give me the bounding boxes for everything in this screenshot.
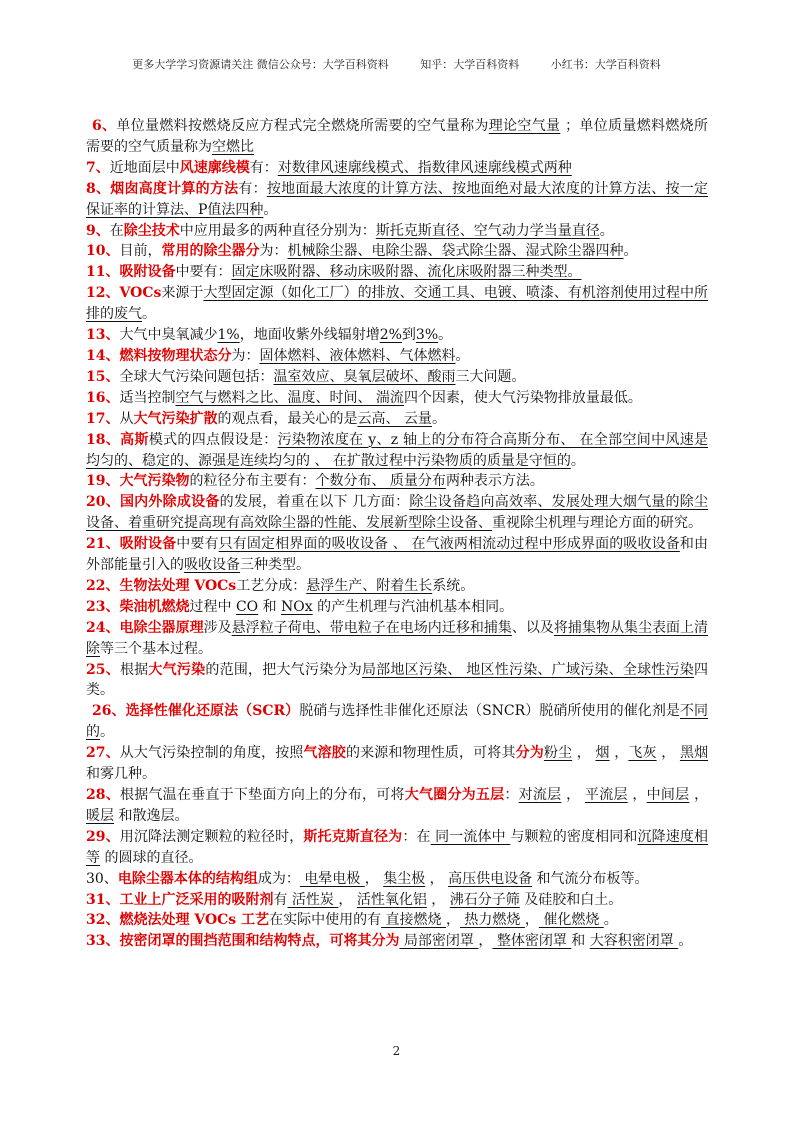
answer-blank: 污染物浓度在 y、z 轴上的分布符合高斯分布、 在全部空间中风速是均匀的、稳定的、源强是连续均匀的 、 在扩散过程中污染物质的质量是守恒的 xyxy=(86,431,709,469)
item-11: 11、吸附设备中要有：固定床吸附器、移动床吸附器、流化床吸附器三种类型。 xyxy=(86,264,582,281)
answer-blank: 对流层 xyxy=(518,787,562,803)
item-number: 30、 xyxy=(86,870,118,887)
answer-blank: 局部密闭罩 xyxy=(399,933,479,950)
answer-blank: 粉尘 xyxy=(543,745,573,762)
answer-blank: 沉降速度相等 xyxy=(86,828,709,866)
item-number: 7、 xyxy=(86,159,110,176)
key-term: 国内外除成设备 xyxy=(119,494,220,511)
item-26: 26、选择性催化还原法（SCR）脱硝与选择性非催化还原法（SNCR）脱硝所使用的催化剂是不同的。 xyxy=(86,703,709,741)
answer-blank: 活性炭 xyxy=(287,891,339,908)
answer-blank: 热力燃烧 xyxy=(459,912,525,929)
item-number: 31、 xyxy=(86,891,120,908)
answer-blank: 沸石分子筛 xyxy=(449,891,520,908)
answer-blank: CO xyxy=(235,598,259,615)
item-number: 11、 xyxy=(86,264,120,281)
item-24: 24、电除尘器原理涉及悬浮粒子荷电、带电粒子在电场内迁移和捕集、以及将捕集物从集尘表面上清除等三个基本过程。 xyxy=(86,619,709,657)
answer-blank: 悬浮粒子荷电、带电粒子在电场内迁移和捕集 xyxy=(231,619,512,636)
item-number: 14、 xyxy=(86,347,120,364)
item-31: 31、工业上广泛采用的吸附剂有 活性炭 ， 活性氧化铝 ， 沸石分子筛 及硅胶和白土。 xyxy=(86,891,623,908)
answer-blank: 不同的 xyxy=(86,703,709,741)
answer-blank: 整体密闭罩 xyxy=(492,933,572,950)
item-28: 28、根据气温在垂直于下垫面方向上的分布，可将大气圈分为五层：对流层 ， 平流层 ，中间层 ， 暖层 和散逸层。 xyxy=(86,787,709,824)
item-27: 27、从大气污染控制的角度，按照气溶胶的来源和物理性质，可将其分为粉尘 ， 烟 ，飞灰 ， 黑烟 和雾几种。 xyxy=(86,745,709,783)
answer-blank: 集尘极 xyxy=(383,870,426,887)
answer-blank: 除尘设备趋向高效率、发展处理大烟气量的除尘设备、着重研究提高现有高效除尘器的性能、发展新型除尘设备、 xyxy=(86,494,709,532)
item-12: 12、VOCs来源于大型固定源（如化工厂）的排放、交通工具、电镀、喷漆、有机溶剂使用过程中所排的废气。 xyxy=(86,285,709,323)
answer-blank: 云高、 云量 xyxy=(357,410,432,427)
item-8: 8、烟囱高度计算的方法有：按地面最大浓度的计算方法、按地面绝对最大浓度的计算方法、按一定保证率的计算法、P值法四种。 xyxy=(86,180,709,218)
item-15: 15、全球大气污染问题包括：温室效应、臭氧层破坏、酸雨三大问题。 xyxy=(86,368,526,385)
key-term: 燃料按物理状态分 xyxy=(119,347,232,364)
answer-blank: 大型固定源（如化工厂）的排放、交通工具、电镀、喷漆、有机溶剂使用过程中所排的废气 xyxy=(86,285,709,323)
item-10: 10、目前，常用的除尘器分为：机械除尘器、电除尘器、袋式除尘器、湿式除尘器四种。 xyxy=(86,243,638,260)
key-term: 工业上广泛采用的吸附剂 xyxy=(119,891,274,908)
answer-blank: 电晕电极 xyxy=(299,870,365,887)
item-9: 9、在除尘技术中应用最多的两种直径分别为：斯托克斯直径、空气动力学当量直径。 xyxy=(86,222,614,239)
item-number: 16、 xyxy=(86,389,120,406)
key-term: 电除尘器原理 xyxy=(119,619,204,636)
item-number: 23、 xyxy=(86,598,120,615)
item-number: 17、 xyxy=(86,410,120,427)
answer-blank: 平流层 xyxy=(585,787,628,803)
header-wechat-text: 更多大学学习资源请关注 微信公众号：大学百科资料 xyxy=(132,58,389,71)
answer-blank: 飞灰 xyxy=(628,745,657,762)
answer-blank: 机械除尘器、电除尘器、袋式除尘器、湿式除尘器四种 xyxy=(287,243,624,260)
item-number: 8、 xyxy=(86,180,111,197)
page-header xyxy=(0,56,793,72)
item-16: 16、适当控制空气与燃料之比、温度、时间、 湍流四个因素，使大气污染物排放量最低。 xyxy=(86,389,642,406)
answer-blank: 1% xyxy=(217,327,240,344)
answer-blank: 空气与燃料之比、温度、时间、 湍流 xyxy=(175,389,404,406)
item-23: 23、柴油机燃烧过程中 CO 和 NOx 的产生机理与汽油机基本相同。 xyxy=(86,598,514,615)
key-term: 大气污染扩散 xyxy=(133,410,218,427)
item-17: 17、从大气污染扩散的观点看，最关心的是云高、 云量。 xyxy=(86,410,446,427)
item-25: 25、根据大气污染的范围，把大气污染分为局部地区污染、 地区性污染、广域污染、全球性污染四类。 xyxy=(86,661,709,699)
answer-blank: 固体燃料、液体燃料、气体燃料 xyxy=(259,347,456,364)
key-term: 生物法处理 VOCs xyxy=(119,577,237,594)
answer-blank: 中间层 xyxy=(646,787,690,803)
item-number: 25、 xyxy=(86,661,120,678)
item-number: 29、 xyxy=(86,828,120,845)
key-term: 选择性催化还原法（SCR） xyxy=(125,703,300,720)
key-term: 分为 xyxy=(515,745,544,762)
key-term: VOCs xyxy=(119,285,162,302)
answer-blank: 直接燃烧 xyxy=(381,912,446,929)
key-term: 气溶胶 xyxy=(303,745,346,762)
answer-blank: 斯托克斯直径、空气动力学当量直径 xyxy=(375,222,600,239)
answer-blank: 固定床吸附器、移动床吸附器、流化床吸附器三种类型。 xyxy=(231,264,582,281)
answer-blank: 理论空气量 xyxy=(488,118,561,134)
item-number: 21、 xyxy=(86,536,120,553)
answer-blank: 只有固定相界面的吸收设备 、 在气液两相流动过程中形成界面的吸收设备 xyxy=(218,536,680,553)
key-term: 常用的除尘器分 xyxy=(161,243,260,260)
key-term: 电除尘器本体的结构组 xyxy=(117,870,258,887)
item-18: 18、高斯模式的四点假设是：污染物浓度在 y、z 轴上的分布符合高斯分布、 在全部空间中风速是均匀的、稳定的、源强是连续均匀的 、 在扩散过程中污染物质的质量是守恒的。 xyxy=(86,431,709,469)
answer-blank: 吸收设备 xyxy=(184,557,240,574)
key-term: 高斯 xyxy=(120,431,149,448)
key-term: 大气污染 xyxy=(148,661,206,678)
key-term: 按密闭罩的围挡范围和结构特点，可将其分为 xyxy=(119,933,400,950)
header-xiaohongshu-text: 小红书：大学百科资料 xyxy=(550,58,661,71)
item-number: 13、 xyxy=(86,327,120,344)
item-13: 13、大气中臭氧减少1%，地面收紫外线辐射增2%到3%。 xyxy=(86,327,453,344)
item-number: 27、 xyxy=(86,745,120,762)
key-term: 大气污染物 xyxy=(119,473,190,490)
item-number: 15、 xyxy=(86,368,120,385)
key-term: 大气圈分为五层 xyxy=(404,787,505,803)
answer-blank: 大容积密闭罩 xyxy=(589,933,679,950)
item-number: 19、 xyxy=(86,473,120,490)
answer-blank: 温室效应、臭氧层破坏、酸雨 xyxy=(273,368,456,385)
item-32: 32、燃烧法处理 VOCs 工艺在实际中使用的有 直接燃烧 ， 热力燃烧 ， 催化燃烧 。 xyxy=(86,912,618,929)
item-33: 33、按密闭罩的围挡范围和结构特点，可将其分为 局部密闭罩 ， 整体密闭罩 和 大容积密闭罩 。 xyxy=(86,933,693,950)
key-term: 燃烧法处理 VOCs 工艺 xyxy=(119,912,270,929)
answer-blank: 暖层 xyxy=(86,807,114,824)
answer-blank: 同一流体中 xyxy=(430,828,511,845)
item-number: 32、 xyxy=(86,912,120,929)
answer-blank: 2% xyxy=(379,327,402,344)
item-number: 22、 xyxy=(86,577,120,594)
answer-blank: 空燃比 xyxy=(212,138,254,155)
item-number: 18、 xyxy=(86,431,121,448)
question-list xyxy=(86,116,708,952)
item-number: 9、 xyxy=(86,222,110,239)
item-number: 26、 xyxy=(92,703,126,720)
answer-blank: 黑烟 xyxy=(679,745,709,762)
answer-blank: 催化燃烧 xyxy=(538,912,604,929)
item-29: 29、用沉降法测定颗粒的粒径时，斯托克斯直径为：在 同一流体中 与颗粒的密度相同和沉降速度相等 的圆球的直径。 xyxy=(86,828,709,866)
key-term: 除尘技术 xyxy=(123,222,180,239)
key-term: 烟囱高度计算的方法 xyxy=(110,180,239,197)
item-7: 7、近地面层中风速廓线模有：对数律风速廓线模式、指数律风速廓线模式两种 xyxy=(86,159,572,176)
answer-blank: 局部地区污染、 地区性污染、广域污染、全球性污染 xyxy=(361,661,695,678)
item-20: 20、国内外除成设备的发展，着重在以下 几方面：除尘设备趋向高效率、发展处理大烟气量的除尘设备、着重研究提高现有高效除尘器的性能、发展新型除尘设备、重视除尘机理与理论方面的研究。 xyxy=(86,494,709,532)
answer-blank: 对数律风速廓线模式、指数律风速廓线模式两种 xyxy=(277,159,572,176)
answer-blank: 高压供电设备 xyxy=(448,870,533,887)
key-term: 风速廓线模 xyxy=(179,159,250,176)
item-number: 6、 xyxy=(92,118,117,134)
item-number: 12、 xyxy=(86,285,120,302)
item-22: 22、生物法处理 VOCs工艺分成：悬浮生产、附着生长系统。 xyxy=(86,577,475,594)
header-zhihu-text: 知乎：大学百科资料 xyxy=(420,58,520,71)
item-number: 10、 xyxy=(86,243,120,260)
item-21: 21、吸附设备中要有只有固定相界面的吸收设备 、 在气液两相流动过程中形成界面的吸收设备和由外部能量引入的吸收设备三种类型。 xyxy=(86,536,709,574)
key-term: 吸附设备 xyxy=(119,264,176,281)
answer-blank: 按地面最大浓度的计算方法、按地面绝对最大浓度的计算方法、按一定保证率的计算法、P值法四种 xyxy=(86,180,709,218)
item-6: 6、单位量燃料按燃烧反应方程式完全燃烧所需要的空气量称为理论空气量 ；单位质量燃料燃烧所需要的空气质量称为空燃比 xyxy=(86,118,709,155)
item-number: 20、 xyxy=(86,494,120,511)
answer-blank: 烟 xyxy=(595,745,610,762)
item-30: 30、电除尘器本体的结构组成为： 电晕电极 ， 集尘极 ， 高压供电设备 和气流分布板等。 xyxy=(86,870,649,887)
answer-blank: 个数分布、 质量分布 xyxy=(315,473,446,490)
answer-blank: 活性氧化铝 xyxy=(356,891,427,908)
key-term: 斯托克斯直径为 xyxy=(303,828,403,845)
item-19: 19、大气污染物的粒径分布主要有：个数分布、 质量分布两种表示方法。 xyxy=(86,473,544,490)
key-term: 柴油机燃烧 xyxy=(119,598,190,615)
key-term: 吸附设备 xyxy=(119,536,177,553)
answer-blank: 将捕集物从集尘表面上清除 xyxy=(86,619,709,657)
answer-blank: 3% xyxy=(415,327,439,344)
answer-blank: NOx xyxy=(281,598,313,615)
item-number: 28、 xyxy=(86,787,120,803)
page-number: 2 xyxy=(392,1044,401,1058)
item-number: 33、 xyxy=(86,933,120,950)
answer-blank: 悬浮生产、附着生长 xyxy=(306,577,433,594)
item-14: 14、燃料按物理状态分为：固体燃料、液体燃料、气体燃料。 xyxy=(86,347,470,364)
item-number: 24、 xyxy=(86,619,120,636)
